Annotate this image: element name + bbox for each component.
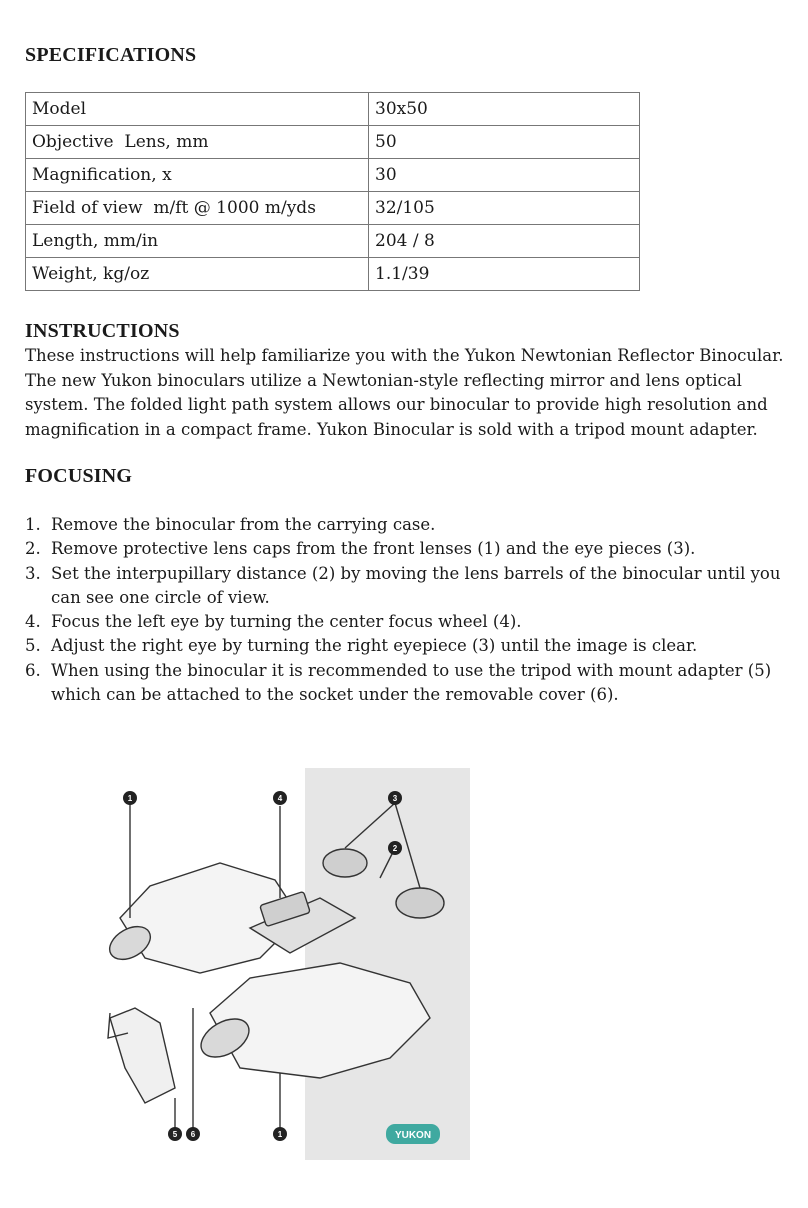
list-item [25, 659, 795, 708]
svg-text:2: 2 [392, 844, 398, 853]
eyepiece-right [396, 888, 444, 918]
spec-label: Objective Lens, mm [26, 126, 369, 159]
binocular-illustration [90, 768, 470, 1160]
table-row [26, 192, 640, 225]
svg-text:YUKON: YUKON [394, 1130, 432, 1141]
step-number: 4. [25, 612, 41, 632]
eyepiece-left [323, 849, 367, 877]
focusing-steps [25, 513, 795, 707]
step-text: Remove protective lens caps from the front lenses (1) and the eye pieces (3). [51, 539, 696, 559]
spec-label: Model [26, 93, 369, 126]
list-item [25, 562, 795, 611]
step-text: When using the binocular it is recommended to use the tripod with mount adapter (5) [51, 660, 772, 680]
svg-text:6: 6 [190, 1130, 196, 1139]
callout-4 [273, 791, 287, 805]
svg-text:1: 1 [127, 794, 133, 803]
callout-1-top [123, 791, 137, 805]
callout-1-bottom [273, 1127, 287, 1141]
table-row [26, 258, 640, 291]
spec-label: Magnification, x [26, 159, 369, 192]
list-item [25, 513, 795, 537]
callout-5 [168, 1127, 182, 1141]
instructions-paragraph [25, 344, 795, 442]
spec-value: 1.1/39 [369, 258, 640, 291]
list-item [25, 537, 795, 561]
binocular-diagram [90, 768, 470, 1160]
step-number: 3. [25, 563, 41, 583]
specifications-table [25, 92, 640, 291]
spec-value: 32/105 [369, 192, 640, 225]
spec-label: Length, mm/in [26, 225, 369, 258]
table-row [26, 93, 640, 126]
paragraph-line: These instructions will help familiarize you with the Yukon Newtonian Reflector Binocular. [25, 346, 784, 365]
focusing-heading: FOCUSING [25, 465, 133, 487]
yukon-logo [386, 1124, 440, 1144]
step-text: can see one circle of view. [51, 587, 270, 607]
spec-value: 50 [369, 126, 640, 159]
svg-text:1: 1 [277, 1130, 283, 1139]
spec-label: Field of view m/ft @ 1000 m/yds [26, 192, 369, 225]
callout-3 [388, 791, 402, 805]
step-text: which can be attached to the socket under the removable cover (6). [51, 685, 619, 705]
table-row [26, 126, 640, 159]
step-number: 1. [25, 515, 41, 534]
step-number: 2. [25, 539, 41, 559]
callout-6 [186, 1127, 200, 1141]
svg-text:5: 5 [172, 1130, 178, 1139]
paragraph-line: system. The folded light path system allows our binocular to provide high resolution and [25, 395, 768, 414]
paragraph-line: The new Yukon binoculars utilize a Newtonian-style reflecting mirror and lens optical [25, 370, 742, 390]
tripod-adapter [110, 1008, 175, 1103]
callout-2 [388, 841, 402, 855]
svg-text:4: 4 [277, 794, 283, 803]
paragraph-line: magnification in a compact frame. Yukon Binocular is sold with a tripod mount adapter. [25, 419, 758, 439]
svg-text:3: 3 [392, 794, 398, 803]
step-text: Adjust the right eye by turning the right eyepiece (3) until the image is clear. [51, 636, 698, 656]
instructions-heading: INSTRUCTIONS [25, 320, 180, 342]
step-number: 6. [25, 660, 41, 680]
step-text: Remove the binocular from the carrying case. [51, 515, 436, 534]
spec-value: 30x50 [369, 93, 640, 126]
table-row [26, 159, 640, 192]
table-row [26, 225, 640, 258]
list-item [25, 610, 795, 634]
spec-value: 30 [369, 159, 640, 192]
spec-value: 204 / 8 [369, 225, 640, 258]
step-text: Set the interpupillary distance (2) by moving the lens barrels of the binocular until you [51, 563, 781, 583]
step-text: Focus the left eye by turning the center focus wheel (4). [51, 612, 522, 632]
spec-label: Weight, kg/oz [26, 258, 369, 291]
list-item [25, 634, 795, 658]
step-number: 5. [25, 636, 41, 656]
specifications-heading: SPECIFICATIONS [25, 44, 197, 66]
